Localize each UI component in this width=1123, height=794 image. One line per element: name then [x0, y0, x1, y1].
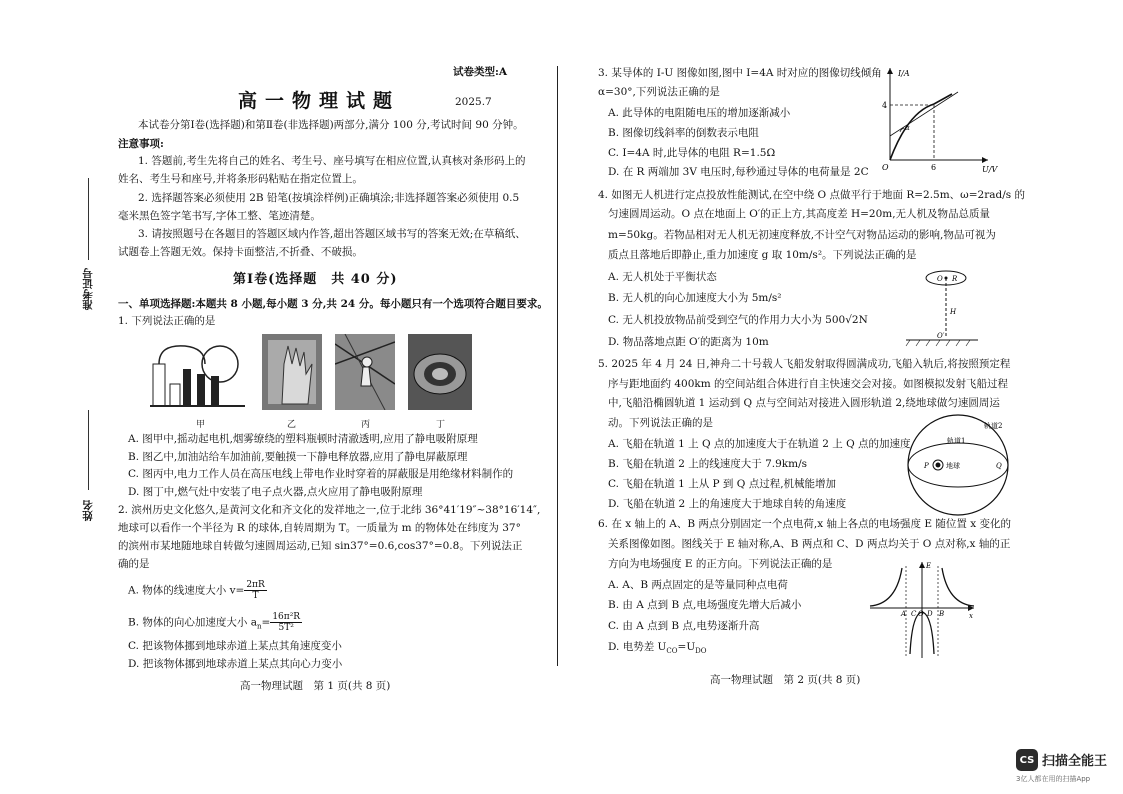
- q2-line3: 的滨州市某地随地球自转做匀速圆周运动,已知 sin37°=0.6,cos37°=0.8。下列说法正: [118, 540, 523, 552]
- q6-option-b: B. 由 A 点到 B 点,电场强度先增大后减小: [608, 599, 802, 611]
- q3-angle: α: [905, 124, 910, 132]
- q6-label-a: A: [901, 610, 907, 618]
- name-line: [88, 410, 89, 490]
- q3-iu-graph: [878, 62, 998, 174]
- q4-option-d: D. 物品落地点距 O′的距离为 10m: [608, 336, 769, 348]
- q4-line4: 质点且落地后即静止,重力加速度 g 取 10m/s²。下列说法正确的是: [608, 249, 917, 261]
- q1-caption-yi: 乙: [287, 420, 297, 430]
- section-desc: 一、单项选择题:本题共 8 小题,每小题 3 分,共 24 分。每小题只有一个选项符合题目要求。: [118, 298, 548, 310]
- q6-label-c: C: [911, 610, 917, 618]
- q3-option-c: C. I=4A 时,此导体的电阻 R=1.5Ω: [608, 147, 776, 159]
- q5-label-earth: 地球: [946, 462, 960, 470]
- q6-line3: 方向为电场强度 E 的正方向。下列说法正确的是: [608, 558, 833, 570]
- notice-2a: 2. 选择题答案必须使用 2B 铅笔(按填涂样例)正确填涂;非选择题答案必须使用 0.5: [138, 192, 520, 204]
- q5-line2: 序与距地面约 400km 的空间站组合体进行自主快速交会对接。如图模拟发射飞船过程: [608, 378, 1009, 390]
- q6-label-b: B: [939, 610, 945, 618]
- q2-line2: 地球可以看作一个半径为 R 的球体,自转周期为 T。一质量为 m 的物体处在纬度为 37°: [118, 522, 521, 534]
- q6-option-c: C. 由 A 点到 B 点,电势逐渐升高: [608, 620, 760, 632]
- q3-option-b: B. 图像切线斜率的倒数表示电阻: [608, 127, 759, 139]
- section-heading: 第Ⅰ卷(选择题 共 40 分): [233, 272, 398, 287]
- q3-ytick: 4: [882, 101, 888, 110]
- q1-caption-jia: 甲: [196, 420, 206, 430]
- q4-label-r: R: [952, 275, 958, 283]
- q6-line1: 6. 在 x 轴上的 A、B 两点分别固定一个点电荷,x 轴上各点的电场强度 E 随位置 x 变化的: [598, 518, 1011, 530]
- notice-2b: 毫米黑色签字笔书写,字体工整、笔迹清楚。: [118, 210, 321, 222]
- q3-line1: 3. 某导体的 I-U 图像如图,图中 I=4A 时对应的图像切线倾角: [598, 67, 882, 79]
- notice-1a: 1. 答题前,考生先将自己的姓名、考生号、座号填写在相应位置,认真核对条形码上的: [138, 155, 526, 167]
- notice-3a: 3. 请按照题号在各题目的答题区域内作答,超出答题区域书写的答案无效;在草稿纸、: [138, 228, 526, 240]
- q4-option-c: C. 无人机投放物品前受到空气的作用力大小为 500√2N: [608, 314, 868, 326]
- q2-option-c: C. 把该物体挪到地球赤道上某点其角速度变小: [128, 640, 342, 652]
- q1-option-b: B. 图乙中,加油站给车加油前,要触摸一下静电释放器,应用了静电屏蔽原理: [128, 451, 468, 463]
- paper-type: 试卷类型:A: [453, 66, 508, 78]
- q5-line1: 5. 2025 年 4 月 24 日,神舟二十号载人飞船发射取得圆满成功,飞船入轨后,将按照预定程: [598, 358, 1011, 370]
- q5-label-orbit1: 轨道1: [947, 437, 966, 445]
- q5-option-b: B. 飞船在轨道 2 上的线速度大于 7.9km/s: [608, 458, 808, 470]
- q1-image-jia: [145, 334, 250, 414]
- q2-option-d: D. 把该物体挪到地球赤道上某点其向心力变小: [128, 658, 343, 670]
- q1-image-yi: [262, 334, 322, 410]
- q3-line2: α=30°,下列说法正确的是: [598, 86, 720, 98]
- q6-line2: 关系图像如图。图线关于 E 轴对称,A、B 两点和 C、D 两点均关于 O 点对称,x 轴的正: [608, 538, 1011, 550]
- q4-label-o2: O′: [937, 332, 945, 340]
- q6-option-d: D. 电势差 $U_{CO}=U_{DO}$: [608, 641, 707, 656]
- intro-line: 本试卷分第Ⅰ卷(选择题)和第Ⅱ卷(非选择题)两部分,满分 100 分,考试时间 90 分钟。: [138, 119, 524, 131]
- q3-ylabel: I/A: [898, 69, 910, 78]
- q1-image-ding: [408, 334, 472, 410]
- q3-xtick: 6: [931, 163, 937, 172]
- q1-image-bing: [335, 334, 395, 410]
- page-title: 高一物理试题: [238, 90, 401, 112]
- q4-line2: 匀速圆周运动。O 点在地面上 O′的正上方,其高度差 H=20m,无人机及物品总质量: [608, 208, 991, 220]
- q1-caption-ding: 丁: [436, 420, 446, 430]
- q1-stem: 1. 下列说法正确的是: [118, 315, 216, 327]
- q5-line4: 动。下列说法正确的是: [608, 417, 713, 429]
- q3-xlabel: U/V: [982, 165, 998, 174]
- q1-option-c: C. 图丙中,电力工作人员在高压电线上带电作业时穿着的屏蔽服是用绝缘材料制作的: [128, 468, 514, 480]
- q4-label-h: H: [950, 308, 957, 316]
- q3-option-d: D. 在 R 两端加 3V 电压时,每秒通过导体的电荷量是 2C: [608, 166, 869, 178]
- footer-right: 高一物理试题 第 2 页(共 8 页): [710, 674, 861, 686]
- camscanner-logo-icon: CS: [1016, 749, 1038, 771]
- notice-1b: 姓名、考生号和座号,并将条形码粘贴在指定位置上。: [118, 173, 363, 185]
- notice-3b: 试题卷上答题无效。保持卡面整洁,不折叠、不破损。: [118, 246, 363, 258]
- q1-caption-bing: 丙: [361, 420, 371, 430]
- q4-option-b: B. 无人机的向心加速度大小为 5m/s²: [608, 292, 782, 304]
- exam-no-line: [88, 178, 89, 260]
- q5-label-orbit2: 轨道2: [984, 422, 1003, 430]
- q5-option-c: C. 飞船在轨道 1 上从 P 到 Q 点过程,机械能增加: [608, 478, 837, 490]
- q4-option-a: A. 无人机处于平衡状态: [608, 271, 717, 283]
- watermark-sub: 3亿人都在用的扫描App: [1016, 775, 1091, 783]
- q1-option-d: D. 图丁中,燃气灶中安装了电子点火器,点火应用了静电吸附原理: [128, 486, 423, 498]
- footer-left: 高一物理试题 第 1 页(共 8 页): [240, 680, 391, 692]
- notice-label: 注意事项:: [118, 138, 164, 150]
- q6-option-a: A. A、B 两点固定的是等量同种点电荷: [608, 579, 788, 591]
- q4-line3: m=50kg。若物品相对无人机无初速度释放,不计空气对物品运动的影响,物品可视为: [608, 229, 996, 241]
- q4-drone-figure: [900, 266, 980, 348]
- q6-field-graph: [866, 558, 978, 662]
- q4-label-o: O: [937, 275, 943, 283]
- q5-option-a: A. 飞船在轨道 1 上 Q 点的加速度大于在轨道 2 上 Q 点的加速度: [608, 438, 911, 450]
- q6-label-d: D: [927, 610, 933, 618]
- q1-option-a: A. 图甲中,摇动起电机,烟雾缭绕的塑料瓶顿时清澈透明,应用了静电吸附原理: [128, 433, 478, 445]
- q5-label-q: Q: [996, 462, 1002, 470]
- q4-line1: 4. 如图无人机进行定点投放性能测试,在空中绕 O 点做平行于地面 R=2.5m、ω=2rad/s 的: [598, 189, 1025, 201]
- q5-option-d: D. 飞船在轨道 2 上的角速度大于地球自转的角速度: [608, 498, 847, 510]
- watermark-name: 扫描全能王: [1042, 754, 1108, 769]
- q2-line4: 确的是: [118, 558, 150, 570]
- q2-option-a: A. 物体的线速度大小 v= $\frac{2\pi R}{T}$: [128, 580, 265, 601]
- q3-option-a: A. 此导体的电阻随电压的增加逐渐减小: [608, 107, 791, 119]
- q3-origin: O: [882, 163, 889, 172]
- q6-label-e: E: [926, 562, 932, 570]
- q6-label-x: x: [969, 612, 973, 620]
- q5-line3: 中,飞船沿椭圆轨道 1 运动到 Q 点与空间站对接进入圆形轨道 2,绕地球做匀速圆周运: [608, 397, 1000, 409]
- q6-label-o: O: [918, 610, 924, 618]
- q5-orbit-figure: [900, 412, 1018, 518]
- exam-no-label: 准考证号: [82, 268, 94, 310]
- q5-label-p: P: [924, 462, 929, 470]
- column-divider: [557, 66, 558, 666]
- name-label: 姓名: [82, 500, 94, 521]
- q2-option-b: B. 物体的向心加速度大小 $a_n=$ $\frac{\text{16π²R}}{\text{5T²}}$: [128, 612, 301, 633]
- q2-line1: 2. 滨州历史文化悠久,是黄河文化和齐文化的发祥地之一,位于北纬 36°41′19″~38°16′14″,: [118, 504, 541, 516]
- exam-date: 2025.7: [455, 96, 492, 108]
